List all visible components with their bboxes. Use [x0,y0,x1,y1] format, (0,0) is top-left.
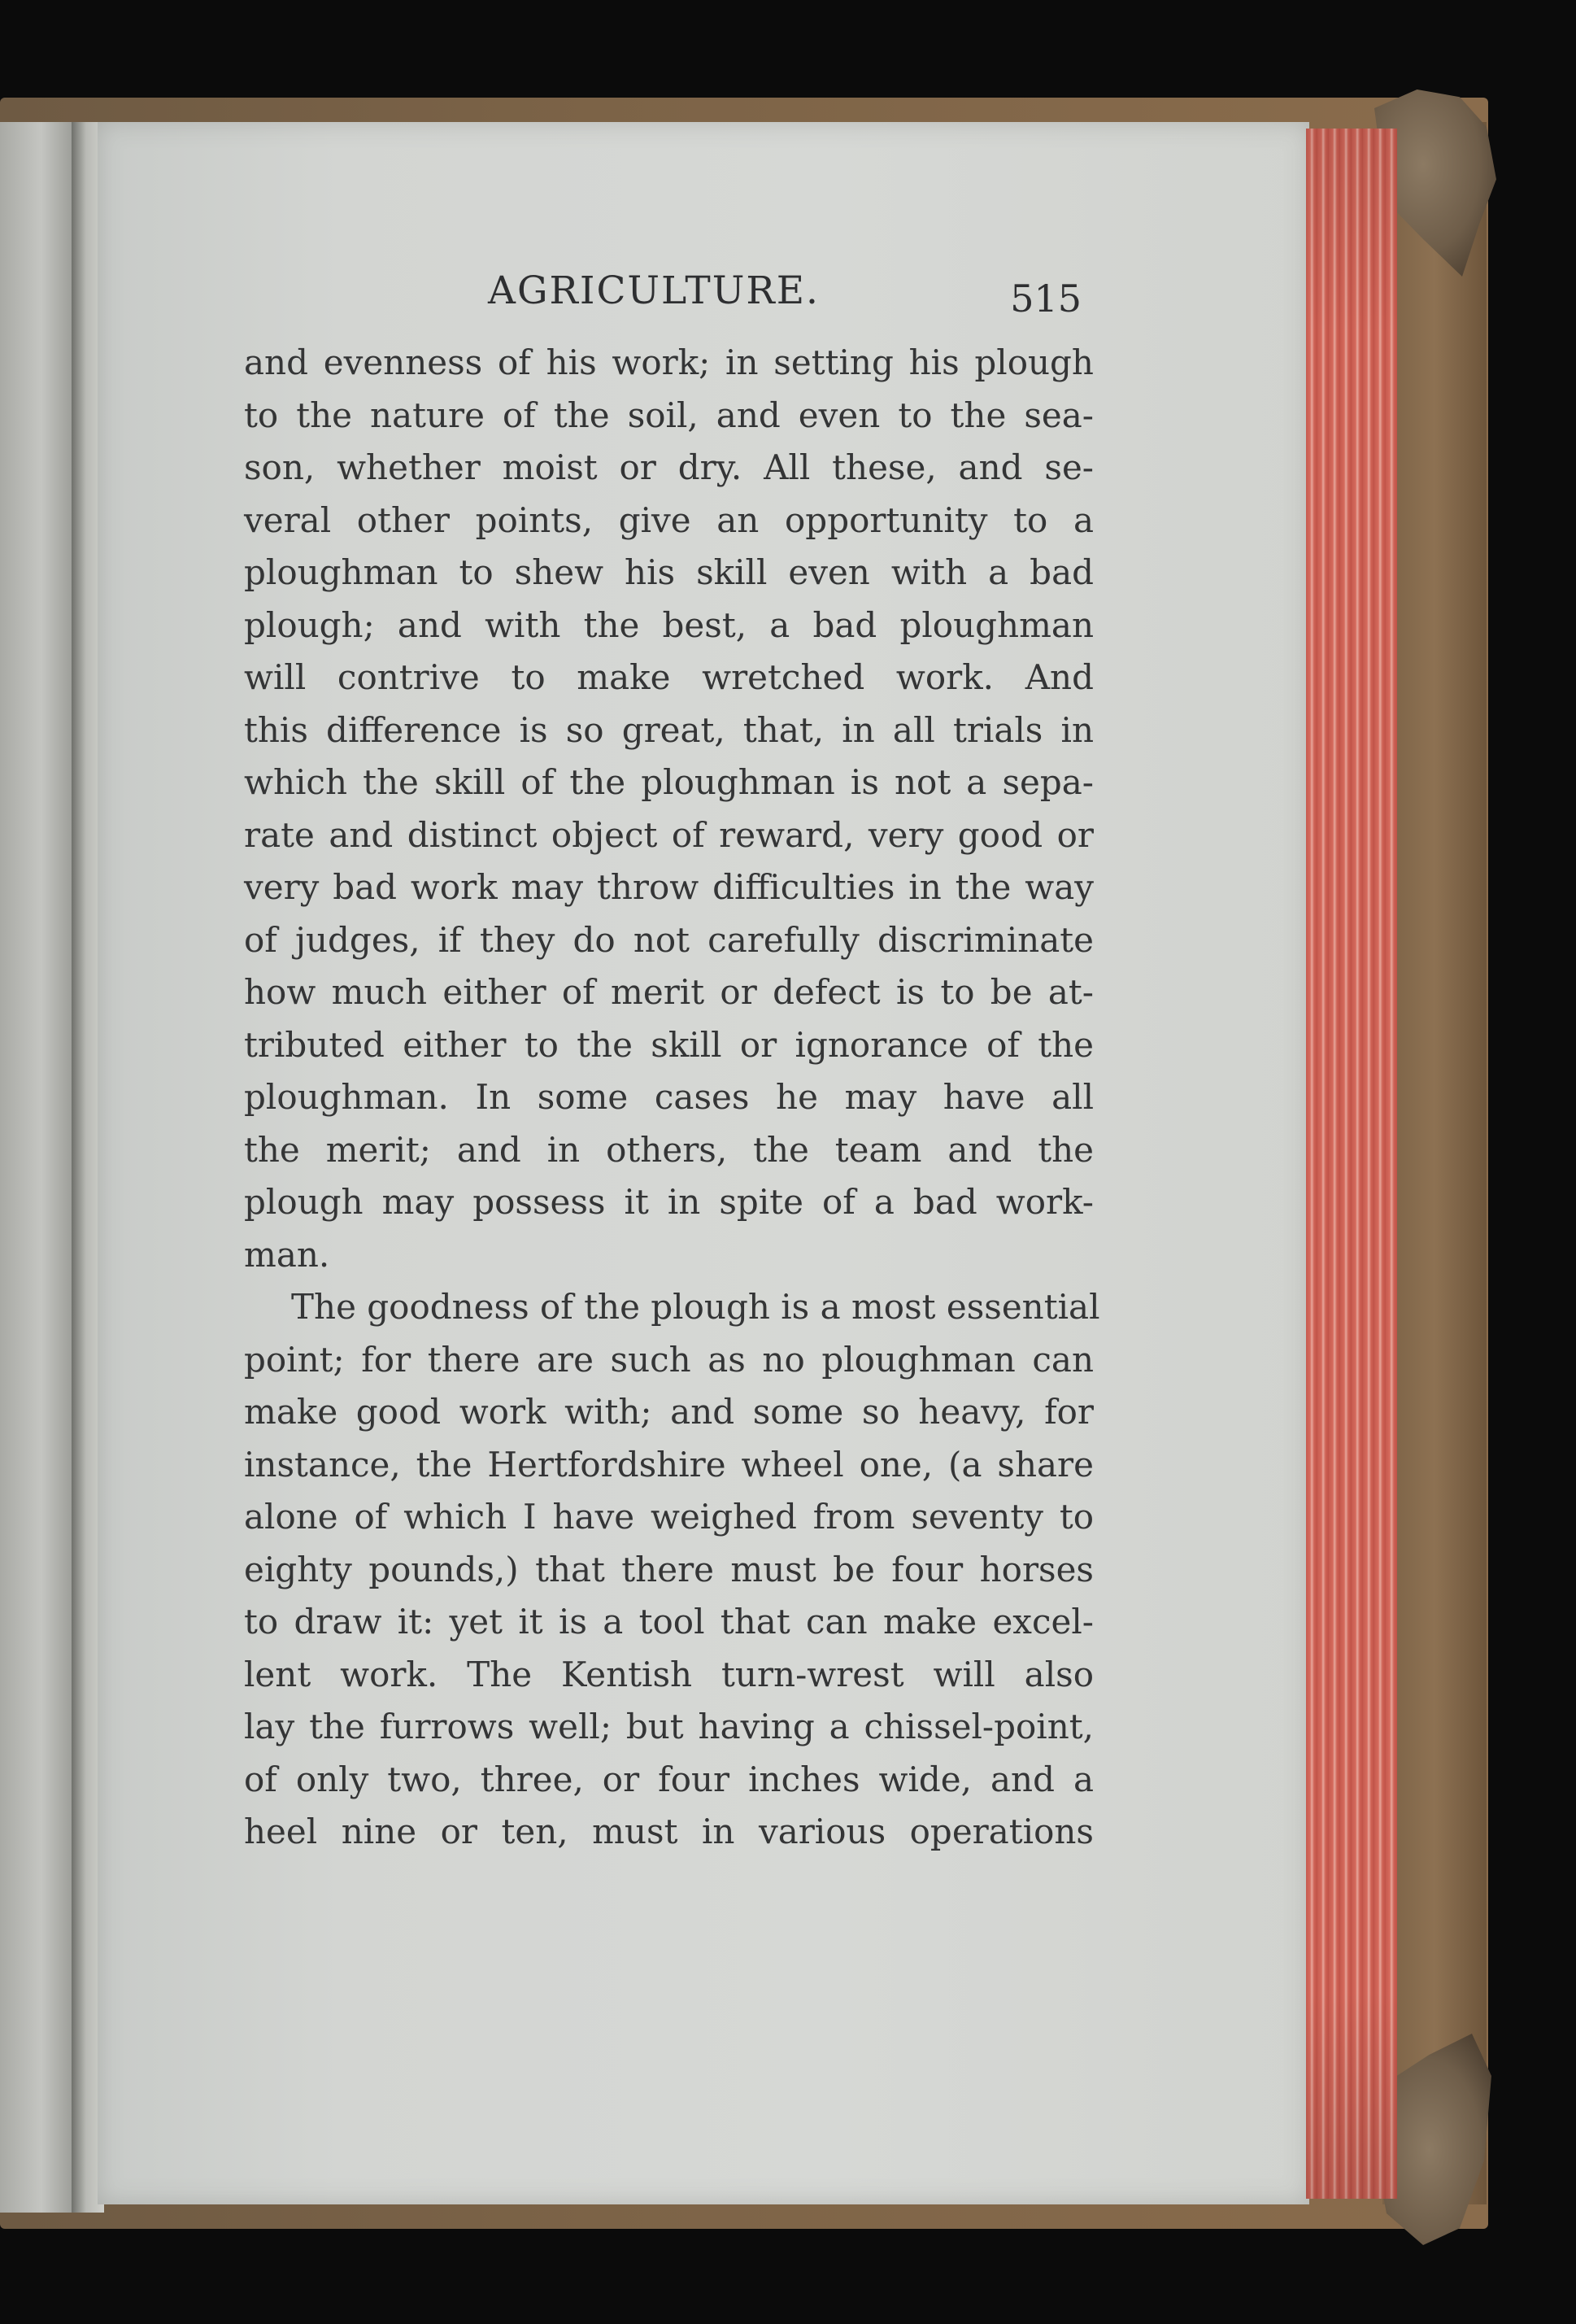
text-line: which the skill of the ploughman is not a sepa- [244,762,1094,802]
text-line: very bad work may throw difficulties in the way [244,867,1094,907]
text-line: plough may possess it in spite of a bad work- [244,1182,1094,1222]
cover-board-edge [1382,122,1487,2204]
text-line: the merit; and in others, the team and the [244,1129,1094,1170]
text-line: to the nature of the soil, and even to the sea- [244,395,1094,435]
text-line: instance, the Hertfordshire wheel one, (a share [244,1444,1094,1485]
text-line: and evenness of his work; in setting his plough [244,342,1094,382]
text-line: lay the furrows well; but having a chissel-point, [244,1707,1094,1746]
text-line: The goodness of the plough is a most essential [291,1287,1100,1327]
text-line: heel nine or ten, must in various operations [244,1812,1094,1851]
fore-edge-shade [1306,129,1397,2199]
text-line: man. [244,1234,330,1275]
text-line: this difference is so great, that, in all trials in [244,709,1094,750]
text-line: point; for there are such as no ploughman can [244,1339,1094,1380]
text-line: plough; and with the best, a bad ploughman [244,604,1094,645]
text-line: tributed either to the skill or ignorance of the [244,1024,1094,1065]
text-line: lent work. The Kentish turn-wrest will also [244,1654,1094,1694]
text-line: ploughman to shew his skill even with a bad [244,552,1094,592]
text-line: how much either of merit or defect is to be at- [244,972,1094,1012]
running-head [244,268,1094,325]
text-line: son, whether moist or dry. All these, and se- [244,447,1094,487]
text-line: to draw it: yet it is a tool that can make excel- [244,1602,1094,1642]
verso-page-edge [0,122,75,2213]
text-line: eighty pounds,) that there must be four horses [244,1549,1094,1589]
text-line: rate and distinct object of reward, very good or [244,814,1094,855]
text-line: of only two, three, or four inches wide, and a [244,1759,1094,1799]
text-line: alone of which I have weighed from seventy to [244,1497,1094,1537]
text-line: of judges, if they do not carefully discriminate [244,919,1094,960]
running-title: AGRICULTURE. [488,268,820,313]
text-line: will contrive to make wretched work. And [244,657,1094,697]
text-line: ploughman. In some cases he may have all [244,1077,1094,1117]
page-number: 515 [1010,277,1082,320]
text-line: make good work with; and some so heavy, for [244,1392,1094,1432]
text-block [244,268,1100,1859]
text-line: veral other points, give an opportunity to a [244,499,1094,540]
